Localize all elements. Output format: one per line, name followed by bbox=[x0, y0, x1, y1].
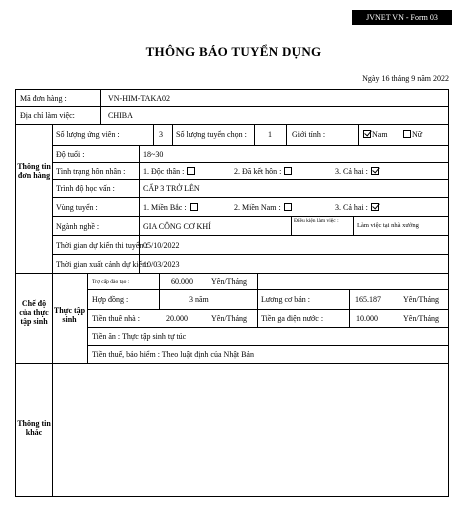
age-label: Độ tuổi : bbox=[56, 150, 85, 159]
applicants-value: 3 bbox=[159, 130, 163, 139]
gender-male-label: Nam bbox=[372, 130, 388, 139]
section-intern-regime: Chế độ của thực tập sinh bbox=[19, 299, 49, 327]
intern-subsection: Thực tập sinh bbox=[53, 306, 86, 325]
marital-both-option bbox=[335, 167, 379, 177]
utilities-label: Tiền ga điện nước : bbox=[261, 314, 324, 323]
selected-label: Số lượng tuyển chọn : bbox=[176, 130, 247, 139]
job-label: Ngành nghề : bbox=[56, 222, 100, 231]
selected-value: 1 bbox=[268, 130, 272, 139]
region-south-label: 2. Miền Nam : bbox=[234, 203, 281, 212]
gender-label: Giới tính : bbox=[292, 130, 326, 139]
basic-salary-value: 165.187 bbox=[355, 295, 381, 304]
marital-single-checkbox[interactable] bbox=[187, 167, 195, 175]
work-address-label: Địa chỉ làm việc: bbox=[20, 111, 75, 120]
marital-both-checkbox[interactable] bbox=[371, 167, 379, 175]
document-date: Ngày 16 tháng 9 năm 2022 bbox=[362, 74, 449, 83]
order-code-label: Mã đơn hàng : bbox=[20, 94, 67, 103]
marital-married-option bbox=[234, 167, 292, 177]
order-code-value: VN-HIM-TAKA02 bbox=[108, 94, 171, 103]
form-tag: JVNET VN - Form 03 bbox=[352, 10, 452, 25]
condition-label: Điều kiện làm việc : bbox=[294, 218, 339, 224]
contract-value: 3 năm bbox=[189, 295, 209, 304]
exam-date-value: 05/10/2022 bbox=[143, 241, 180, 250]
contract-label: Hợp đồng : bbox=[92, 295, 129, 304]
gender-male-option bbox=[363, 130, 388, 140]
departure-date-label: Thời gian xuất cảnh dự kiến: bbox=[56, 260, 149, 269]
rent-unit: Yên/Tháng bbox=[211, 314, 247, 323]
education-value: CẤP 3 TRỞ LÊN bbox=[143, 184, 200, 193]
marital-married-checkbox[interactable] bbox=[284, 167, 292, 175]
education-label: Trình độ học vấn : bbox=[56, 184, 115, 193]
job-value: GIA CÔNG CƠ KHÍ bbox=[143, 222, 211, 231]
gender-female-checkbox[interactable] bbox=[403, 130, 411, 138]
rent-value: 20.000 bbox=[166, 314, 188, 323]
departure-date-value: 10/03/2023 bbox=[143, 260, 180, 269]
region-north-option bbox=[143, 203, 198, 213]
utilities-unit: Yên/Tháng bbox=[403, 314, 439, 323]
age-value: 18~30 bbox=[143, 150, 164, 159]
rent-label: Tiền thuê nhà : bbox=[92, 314, 140, 323]
utilities-value: 10.000 bbox=[356, 314, 378, 323]
marital-single-label: 1. Độc thân : bbox=[143, 167, 185, 176]
region-both-checkbox[interactable] bbox=[371, 203, 379, 211]
page-title: THÔNG BÁO TUYỂN DỤNG bbox=[145, 44, 322, 59]
basic-salary-unit: Yên/Tháng bbox=[403, 295, 439, 304]
region-south-checkbox[interactable] bbox=[284, 203, 292, 211]
condition-value: Làm việc tại nhà xưởng bbox=[357, 222, 419, 229]
work-address-value: CHIBA bbox=[108, 111, 133, 120]
region-both-option bbox=[335, 203, 379, 213]
region-both-label: 3. Cả hai : bbox=[335, 203, 368, 212]
region-south-option bbox=[234, 203, 292, 213]
region-north-label: 1. Miền Bắc : bbox=[143, 203, 187, 212]
marital-both-label: 3. Cả hai : bbox=[335, 167, 368, 176]
region-label: Vùng tuyển : bbox=[56, 203, 98, 212]
marital-married-label: 2. Đã kết hôn : bbox=[234, 167, 282, 176]
recruitment-form-table bbox=[15, 89, 449, 497]
meal-info: Tiền ăn : Thực tập sinh tự túc bbox=[92, 332, 187, 341]
applicants-label: Số lượng ứng viên : bbox=[56, 130, 120, 139]
exam-date-label: Thời gian dự kiến thi tuyển : bbox=[56, 241, 148, 250]
other-info-area[interactable] bbox=[53, 364, 448, 496]
section-order-info: Thông tin đơn hàng bbox=[17, 162, 51, 181]
gender-male-checkbox[interactable] bbox=[363, 130, 371, 138]
marital-label: Tình trạng hôn nhân : bbox=[56, 167, 126, 176]
marital-single-option bbox=[143, 167, 195, 177]
training-allowance-unit: Yên/Tháng bbox=[211, 277, 247, 286]
region-north-checkbox[interactable] bbox=[190, 203, 198, 211]
gender-female-option bbox=[403, 130, 422, 140]
section-other-info: Thông tin khác bbox=[17, 419, 51, 438]
insurance-info: Tiền thuế, bảo hiểm : Theo luật định của Nhật Bản bbox=[92, 350, 254, 359]
gender-female-label: Nữ bbox=[412, 130, 423, 139]
training-allowance-value: 60.000 bbox=[171, 277, 193, 286]
basic-salary-label: Lương cơ bản : bbox=[261, 295, 311, 304]
training-allowance-label: Trợ cấp đào tạo : bbox=[92, 279, 130, 285]
